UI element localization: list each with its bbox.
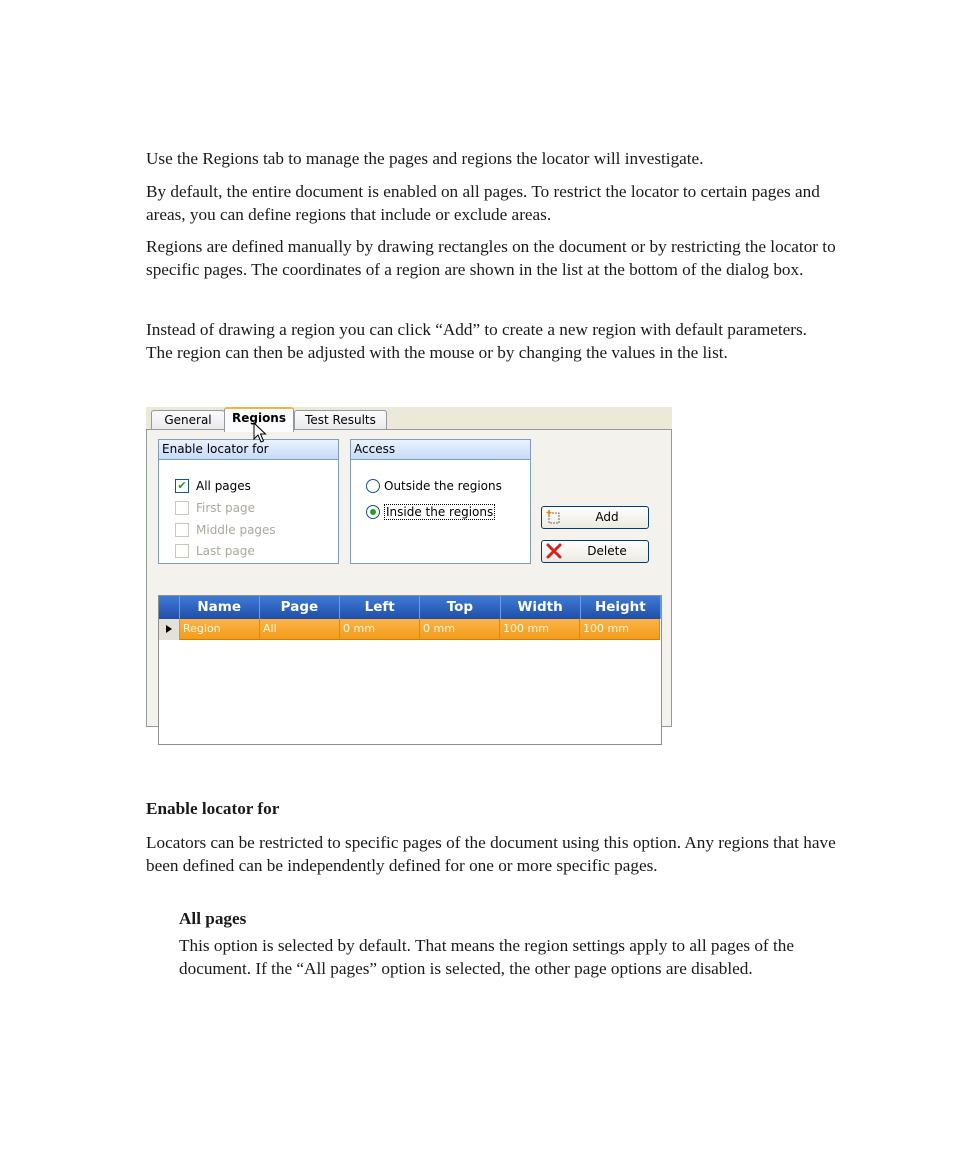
table-row[interactable] — [159, 619, 661, 640]
column-header-height[interactable]: Height — [581, 596, 661, 619]
checkbox-middle-pages[interactable] — [175, 522, 276, 538]
column-header-left[interactable]: Left — [340, 596, 420, 619]
tab-general[interactable]: General — [151, 410, 225, 430]
radio-button — [366, 479, 380, 493]
radio-inside-regions[interactable] — [366, 504, 495, 520]
cell-width[interactable]: 100 mm — [500, 619, 580, 640]
access-group — [350, 439, 531, 564]
section-body: Locators can be restricted to specific pages of the document using this option. Any regions that have been defined can be independently defined for one or more specific pages. — [146, 833, 836, 875]
intro-paragraph-4: Instead of drawing a region you can click “Add” to create a new region with default parameters. The region can then be adjusted with the mouse or by changing the values in the list. — [146, 320, 807, 362]
sub-body-all-pages: This option is selected by default. That means the region settings apply to all pages of the document. If the “All pages” option is selected, the other page options are disabled. — [179, 936, 794, 978]
column-header-page[interactable]: Page — [260, 596, 340, 619]
regions-tab-panel — [146, 429, 672, 727]
regions-dialog-screenshot — [146, 407, 672, 727]
intro-paragraph-2: By default, the entire document is enabled on all pages. To restrict the locator to certain pages and areas, you can define regions that include or exclude areas. — [146, 182, 820, 224]
checkbox-label: Last page — [196, 544, 255, 558]
access-group-title: Access — [351, 440, 530, 460]
checkbox-box — [175, 501, 189, 515]
table-header — [159, 596, 661, 619]
radio-label: Outside the regions — [384, 479, 502, 493]
checkbox-label: First page — [196, 501, 256, 515]
checkbox-all-pages[interactable] — [175, 478, 251, 494]
checkbox-box — [175, 523, 189, 537]
radio-label: Inside the regions — [386, 505, 494, 519]
tab-strip — [146, 407, 672, 431]
checkbox-label: Middle pages — [196, 523, 276, 537]
intro-paragraph-1: Use the Regions tab to manage the pages and regions the locator will investigate. — [146, 149, 704, 168]
column-header-name[interactable]: Name — [180, 596, 260, 619]
tab-regions[interactable]: Regions — [224, 407, 294, 432]
cell-height[interactable]: 100 mm — [580, 619, 660, 640]
add-region-icon — [546, 509, 562, 525]
enable-locator-group-title: Enable locator for — [159, 440, 338, 460]
mouse-pointer-icon — [253, 422, 267, 444]
cell-top[interactable]: 0 mm — [420, 619, 500, 640]
column-header-width[interactable]: Width — [501, 596, 581, 619]
tab-test-results[interactable]: Test Results — [294, 410, 387, 430]
radio-button-selected — [366, 505, 380, 519]
header-corner — [159, 596, 180, 619]
cell-left[interactable]: 0 mm — [340, 619, 420, 640]
row-selector-arrow-icon[interactable] — [159, 619, 180, 640]
checkbox-first-page[interactable] — [175, 500, 255, 516]
cell-name[interactable]: Region — [180, 619, 260, 640]
radio-outside-regions[interactable] — [366, 478, 502, 494]
delete-button[interactable] — [541, 540, 649, 563]
add-button-label: Add — [595, 510, 619, 524]
check-icon: ✔ — [175, 479, 189, 493]
regions-table — [158, 595, 662, 745]
cell-page[interactable]: All — [260, 619, 340, 640]
checkbox-label: All pages — [196, 479, 251, 493]
delete-button-label: Delete — [587, 544, 627, 558]
sub-heading-all-pages: All pages — [179, 909, 247, 928]
section-heading: Enable locator for — [146, 799, 280, 818]
column-header-top[interactable]: Top — [420, 596, 500, 619]
add-button[interactable] — [541, 506, 649, 529]
checkbox-box — [175, 544, 189, 558]
delete-x-icon — [546, 543, 562, 559]
enable-locator-group — [158, 439, 339, 564]
intro-paragraph-3: Regions are defined manually by drawing rectangles on the document or by restricting the locator to specific pages. The coordinates of a region are shown in the list at the bottom of the dialog box. — [146, 237, 836, 279]
checkbox-last-page[interactable] — [175, 543, 255, 559]
